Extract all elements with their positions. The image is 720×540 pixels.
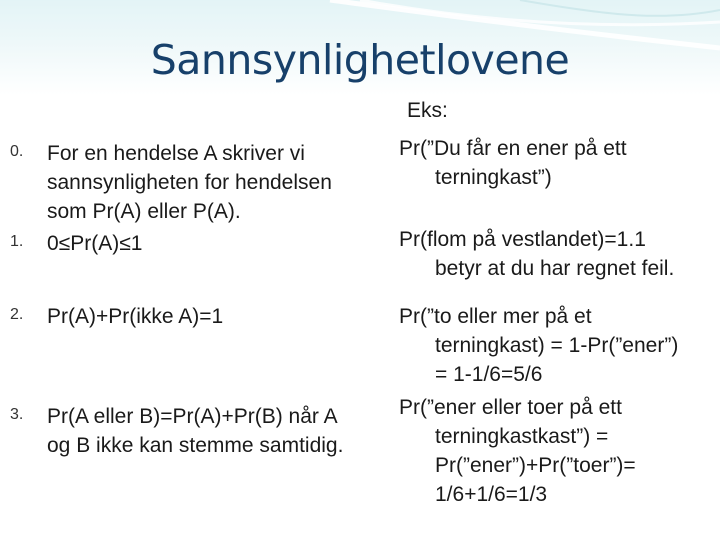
example-4-line-1: Pr(”ener eller toer på ett xyxy=(399,396,622,419)
item-number: 1. xyxy=(10,233,24,250)
example-3-line-2: terningkast) = 1-Pr(”ener”) xyxy=(435,334,679,357)
example-2-line-1: Pr(flom på vestlandet)=1.1 xyxy=(399,228,646,251)
example-2-line-2: betyr at du har regnet feil. xyxy=(435,257,675,280)
item-number: 3. xyxy=(10,406,24,423)
example-4-line-3: Pr(”ener”)+Pr(”toer”)= xyxy=(435,454,636,477)
example-3-line-1: Pr(”to eller mer på et xyxy=(399,305,592,328)
example-heading: Eks: xyxy=(407,99,448,122)
item-number: 2. xyxy=(10,306,24,323)
rule-1-line-1: 0≤Pr(A)≤1 xyxy=(47,232,143,255)
example-1-line-1: Pr(”Du får en ener på ett xyxy=(399,137,627,160)
rule-0-line-1: For en hendelse A skriver vi xyxy=(47,142,305,165)
example-4-line-2: terningkastkast”) = xyxy=(435,425,609,448)
example-3-line-3: = 1-1/6=5/6 xyxy=(435,363,543,386)
item-number: 0. xyxy=(10,143,24,160)
page-title: Sannsynlighetlovene xyxy=(150,36,570,84)
rule-0-line-2: sannsynligheten for hendelsen xyxy=(47,171,332,194)
rule-3-line-2: og B ikke kan stemme samtidig. xyxy=(47,434,344,457)
rule-2-line-1: Pr(A)+Pr(ikke A)=1 xyxy=(47,305,224,328)
example-1-line-2: terningkast”) xyxy=(435,166,552,189)
rule-0-line-3: som Pr(A) eller P(A). xyxy=(47,200,241,223)
rule-3-line-1: Pr(A eller B)=Pr(A)+Pr(B) når A xyxy=(47,405,338,428)
example-4-line-4: 1/6+1/6=1/3 xyxy=(435,483,548,506)
